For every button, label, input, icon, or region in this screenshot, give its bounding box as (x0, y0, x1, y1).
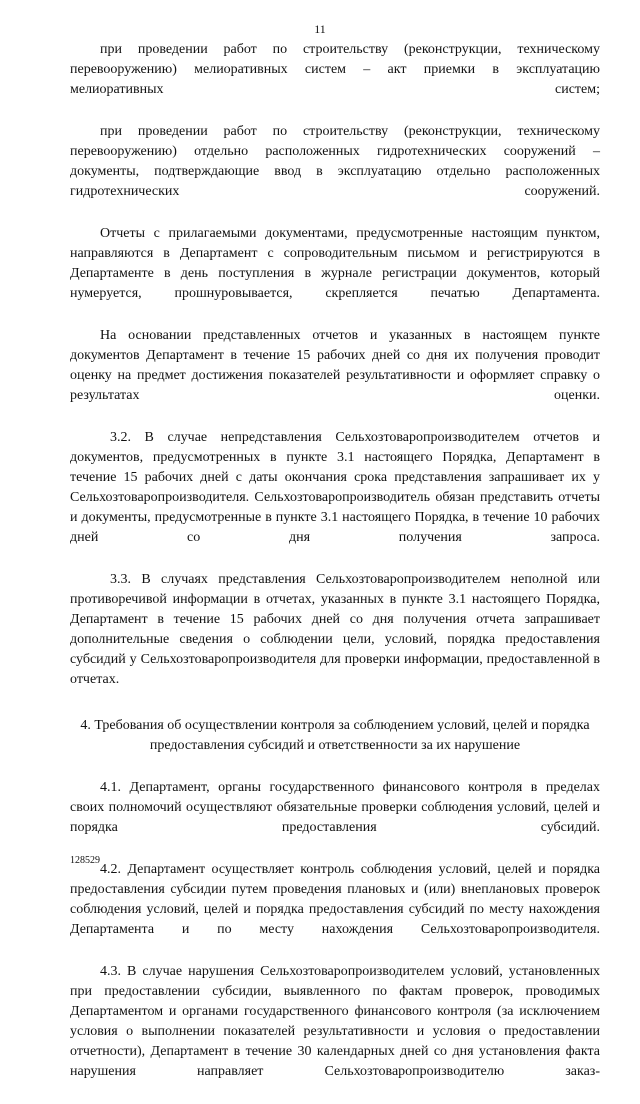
paragraph-reports-registration: Отчеты с прилагаемыми документами, предусмотренные настоящим пунктом, направляются в Департамент с сопроводительным письмом и регистрируются в Департаменте в день поступления в журнале регистрации документов, который нумеруется, прошнуровывается, скрепляется печатью Департамента. (70, 226, 600, 301)
page-number: 11 (314, 22, 326, 36)
paragraph-reclamation-acceptance: при проведении работ по строительству (реконструкции, техническому перевооружению) мелиоративных систем – акт приемки в эксплуатацию мелиоративных систем; (70, 42, 600, 97)
paragraph-4-3: 4.3. В случае нарушения Сельхозтоваропроизводителем условий, установленных при предоставлении субсидии, выявленного по фактам проверок, проводимых Департаментом и органами государственного финансового контроля (за исключением условия о выполнении показателей результативности и условия о предоставлении отчетности), Департамент в течение 30 календарных дней со дня установления факта нарушения направляет Сельхозтоваропроизводителю заказ- (70, 964, 600, 1079)
paragraph-4-1: 4.1. Департамент, органы государственного финансового контроля в пределах своих полномочий осуществляют обязательные проверки соблюдения условий, целей и порядка предоставления субсидий. (70, 780, 600, 835)
document-body (70, 40, 600, 1104)
paragraph-3-3: 3.3. В случаях представления Сельхозтоваропроизводителем неполной или противоречивой информации в отчетах, указанных в пункте 3.1 настоящего Порядка, Департамент в течение 15 рабочих дней со дня получения отчета запрашивает дополнительные сведения о соблюдении цели, условий, порядка предоставления субсидий у Сельхозтоваропроизводителя для проверки информации, предоставленной в отчетах. (70, 572, 600, 687)
section-heading: 4. Требования об осуществлении контроля за соблюдением условий, целей и порядка предоставления субсидий и ответственности за их нарушение (80, 718, 590, 753)
paragraph-3-2: 3.2. В случае непредставления Сельхозтоваропроизводителем отчетов и документов, предусмотренных в пункте 3.1 настоящего Порядка, Департамент в течение 15 рабочих дней с даты окончания срока представления запрашивает их у Сельхозтоваропроизводителя. Сельхозтоваропроизводитель обязан представить отчеты и документы, предусмотренные в пункте 3.1 настоящего Порядка, в течение 10 рабочих дней со дня получения запроса. (70, 430, 600, 545)
footer-document-code: 128529 (70, 855, 100, 866)
paragraph-hydro-structures: при проведении работ по строительству (реконструкции, техническому перевооружению) отдельно расположенных гидротехнических сооружений – документы, подтверждающие ввод в эксплуатацию отдельно расположенных гидротехнических сооружений. (70, 124, 600, 199)
paragraph-4-2: 4.2. Департамент осуществляет контроль соблюдения условий, целей и порядка предоставления субсидии путем проведения плановых и (или) внеплановых проверок соблюдения условий, целей и порядка предоставления субсидий по месту нахождения Департамента и по месту нахождения Сельхозтоваропроизводителя. (70, 862, 600, 937)
paragraph-evaluation: На основании представленных отчетов и указанных в настоящем пункте документов Департамент в течение 15 рабочих дней со дня их получения проводит оценку на предмет достижения показателей результативности и оформляет справку о результатах оценки. (70, 328, 600, 403)
